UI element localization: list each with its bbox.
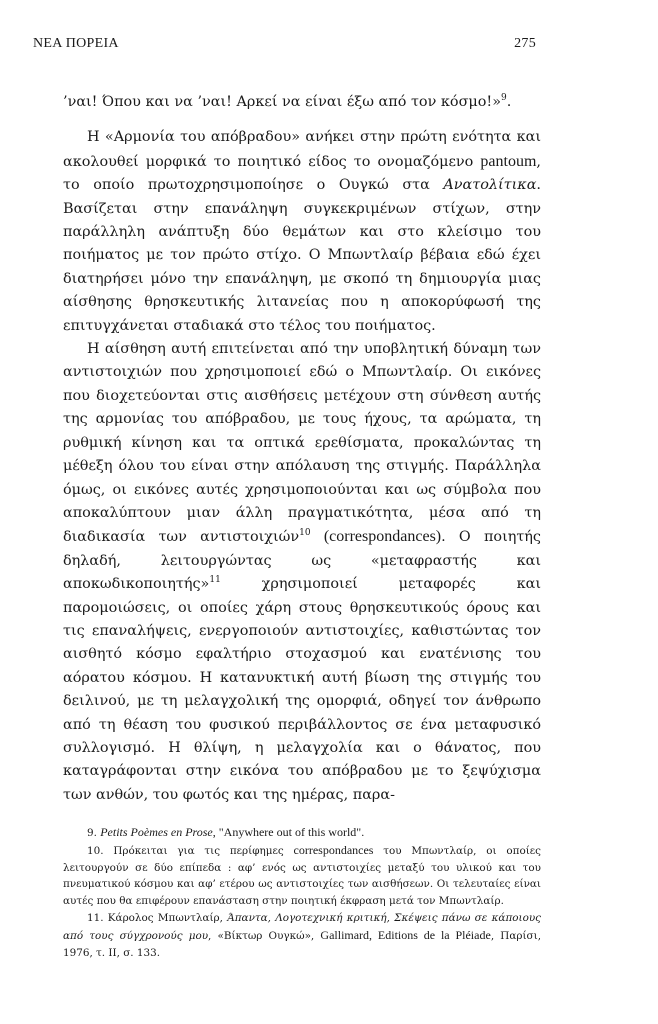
paragraph-2-text-b: . Ο ποιητής δηλαδή, λειτουργώντας ως «μεταφραστής και αποκωδικοποιητής» <box>63 529 541 593</box>
footnote-10-term: correspondances <box>293 842 374 857</box>
paragraph-1 <box>63 126 541 338</box>
footnote-9-rest: , "Anywhere out of this world". <box>212 825 365 839</box>
footnote-10-text-b: του Μπωντλαίρ, οι οποίες λειτουργούν σε δύο επίπεδα : αφ’ ενός ως αντιστοιχίες μεταξύ του υλικού και του πνευματικού κόσμου και αφ’ ετέρου ως αντιστοιχίες των αισθήσεων. Οι τελευταίες είναι αυτές που θα επιφέρουν επανάσταση στην ποιητική έκφραση μετά τον Μπωντλαίρ. <box>63 844 541 908</box>
footnote-11 <box>63 910 541 961</box>
main-text <box>63 91 541 807</box>
footnote-ref-11[interactable]: 11 <box>209 575 221 586</box>
footnote-11-text-b: , «Βίκτωρ Ουγκώ», <box>208 929 321 942</box>
paragraph-2-text-a: Η αίσθηση αυτή επιτείνεται από την υποβλητική δύναμη των αντιστοιχιών που χρησιμοποιεί εδώ ο Μπωντλαίρ. Οι εικόνες που διοχετεύονται στις αισθήσεις μετέχουν στη σύνθεση αυτής της αρμονίας του απόβραδου, με τους ήχους, τα αρώματα, τη ρυθμική κίνηση και τα οπτικά ερεθίσματα, προκαλώντας τη μέθεξη όλου του είναι στην απόλαυση της στιγμής. Παράλληλα όμως, οι εικόνες αυτές χρησιμοποιούνται και ως σύμβολα που αποκαλύπτουν μιαν άλλη πραγματικότητα, μέσα από τη διαδικασία των αντιστοιχιών <box>63 341 541 546</box>
term-correspondances: (correspondances) <box>323 528 442 546</box>
footnote-9-number: 9. <box>87 827 101 839</box>
running-header <box>33 36 536 52</box>
footnote-10-text-a: 10. Πρόκειται για τις περίφημες <box>87 844 294 857</box>
work-title-italic: Ανατολίτικα <box>443 177 537 194</box>
paragraph-1-text-b: , το οποίο πρωτοχρησιμοποίησε ο Ουγκώ στα <box>63 153 541 194</box>
footnote-9 <box>63 824 541 842</box>
footnote-11-text-a: 11. Κάρολος Μπωντλαίρ, <box>87 911 228 924</box>
paragraph-2-text-c: χρησιμοποιεί μεταφορές και παρομοιώσεις, οι οποίες χάρη στους θρησκευτικούς όρους και τις επαναλήψεις, ενεργοποιούν αντιστοιχίες, καθιστώντας τον αισθητό κόσμο εφαλτήριο στοχασμού και ενατένισης του αόρατου κόσμου. Η κατανυκτική αυτή βίωση της στιγμής του δειλινού, με τη μελαγχολική της ομορφιά, οδηγεί τον άνθρωπο από τη θέαση του φυσικού περιβάλλοντος σε ένα μεταφυσικό συλλογισμό. Η θλίψη, η μελαγχολία και ο θάνατος, που καταγράφονται στην εικόνα του απόβραδου με το ξεψύχισμα των ανθών, του φωτός και της ημέρας, παρα- <box>63 576 541 803</box>
footnote-ref-9[interactable]: 9 <box>501 93 507 104</box>
quote-text: ’ναι! Όπου και να ’ναι! Αρκεί να είναι έξω από τον κόσμο!» <box>63 94 501 110</box>
paragraph-1-text-c: . Βασίζεται στην επανάληψη συγκεκριμένων στίχων, στην παράλληλη ανάπτυξη δύο θεμάτων και στο κλείσιμο του ποιήματος με τον πρώτο στίχο. Ο Μπωντλαίρ βέβαια εδώ έχει διατηρήσει μόνο την επανάληψη, με σκοπό τη δημιουργία μιας αίσθησης θρησκευτικής λιτανείας που η αποκορύφωσή της επιτυγχάνεται σταδιακά στο τέλος του ποιήματος. <box>63 177 541 334</box>
footnote-10 <box>63 842 541 910</box>
footnote-11-publisher: Gallimard, Editions de la Pléiade <box>320 927 491 942</box>
footnote-11-text-c: , Παρίσι, 1976, τ. ΙΙ, σ. 133. <box>63 929 542 959</box>
paragraph-1-text-a: Η «Αρμονία του απόβραδου» ανήκει στην πρώτη ενότητα και ακολουθεί μορφικά το ποιητικό είδος το ονομαζόμενο <box>63 129 541 170</box>
footnote-9-title: Petits Poèmes en Prose <box>100 825 213 839</box>
running-title: ΝΕΑ ΠΟΡΕΙΑ <box>33 36 119 51</box>
term-pantoum: pantoum <box>480 152 537 170</box>
footnote-11-title: Άπαντα, Λογοτεχνική κριτική, Σκέψεις πάνω σε κάποιους από τους σύγχρονούς μου <box>63 911 541 942</box>
quote-period: . <box>506 94 512 110</box>
paragraph-quote-end <box>63 91 541 114</box>
footnote-ref-10[interactable]: 10 <box>299 528 311 539</box>
footnotes <box>63 824 541 961</box>
page-number: 275 <box>514 36 536 51</box>
paragraph-2 <box>63 338 541 807</box>
